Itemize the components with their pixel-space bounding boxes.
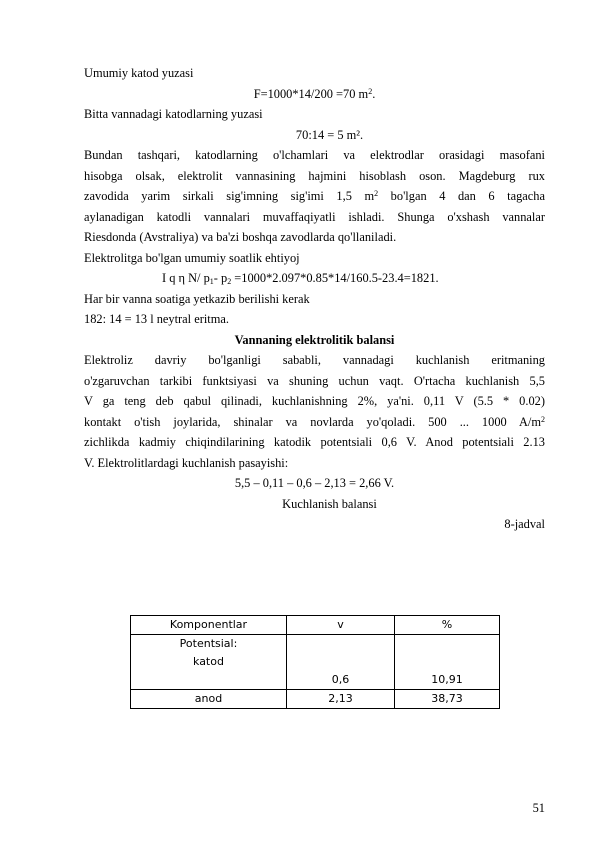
cell-text: Potentsial:	[179, 637, 238, 650]
table-cell: 0,6	[287, 635, 395, 690]
table-row	[131, 690, 500, 709]
table-title: Kuchlanish balansi	[282, 496, 377, 511]
document-body	[84, 63, 545, 535]
paragraph-line: Elektroliz davriy bo'lganligi sababli, vannadagi kuchlanish eritmaning	[84, 353, 545, 367]
section-heading: Vannaning elektrolitik balansi	[234, 332, 395, 347]
page-number: 51	[532, 801, 545, 815]
formula-line: F=1000*14/200 =70 $m^2$.	[253, 86, 376, 101]
text-line: Bitta vannadagi katodlarning yuzasi	[84, 107, 263, 121]
text-line: 182: 14 = 13 l neytral eritma.	[84, 312, 229, 326]
formula-line: 5,5 – 0,11 – 0,6 – 2,13 = 2,66 V.	[234, 476, 395, 490]
paragraph-line: hisobga olsak, elektrolit vannasining hajmini hisoblash oson. Magdeburg rux	[84, 168, 545, 183]
table-header-row	[131, 616, 500, 635]
table-header: Komponentlar	[131, 616, 287, 635]
table-number: 8-jadval	[504, 517, 545, 531]
paragraph-line: Bundan tashqari, katodlarning o'lchamlari va elektrodlar orasidagi masofani	[84, 148, 545, 162]
table-header: %	[395, 616, 500, 635]
voltage-balance-table	[130, 615, 500, 709]
table-cell: 38,73	[395, 690, 500, 709]
paragraph-line: aylanadigan katodli vannalari muvaffaqiyatli ishladi. Shunga o'xshash vannalar	[84, 209, 545, 224]
table-row	[131, 635, 500, 690]
text-line: Elektrolitga bo'lgan umumiy soatlik ehtiyoj	[84, 250, 300, 265]
cell-text: katod	[193, 655, 224, 668]
table-header: v	[287, 616, 395, 635]
paragraph-line: kontakt o'tish joylarida, shinalar va novlarda yo'qoladi. 500 ... 1000 $A/m^2$	[84, 414, 545, 429]
text-line: Har bir vanna soatiga yetkazib berilishi kerak	[84, 291, 310, 306]
paragraph-line: zichlikda kadmiy chiqindilarining katodik potentsiali 0,6 V. Anod potentsiali 2.13	[84, 435, 545, 449]
paragraph-line: o'zgaruvchan tarkibi funktsiyasi va shuning uchun vaqt. O'rtacha kuchlanish 5,5	[84, 373, 545, 388]
paragraph-line: V ga teng deb qabul qilinadi, kuchlanishning 2%, ya'ni. 0,11 V (5.5 * 0.02)	[84, 394, 545, 408]
table-cell: 10,91	[395, 635, 500, 690]
paragraph-line: V. Elektrolitlardagi kuchlanish pasayishi:	[84, 455, 289, 470]
text-line: Umumiy katod yuzasi	[84, 66, 194, 80]
formula-line: 70:14 = 5 m².	[295, 127, 364, 142]
table-cell	[131, 635, 287, 690]
formula-line: I q η N/ $p_1-$ $p_2 =1000*2.097*0.85*14/160.5-23.4=1821$.	[162, 271, 439, 286]
paragraph-line: zavodida yarim sirkali sig'imning sig'imi 1,5 $m^2$ bo'lgan 4 dan 6 tagacha	[84, 189, 546, 203]
paragraph-line: Riesdonda (Avstraliya) va ba'zi boshqa zavodlarda qo'llaniladi.	[84, 230, 397, 244]
table-cell: 2,13	[287, 690, 395, 709]
table-cell: anod	[131, 690, 287, 709]
